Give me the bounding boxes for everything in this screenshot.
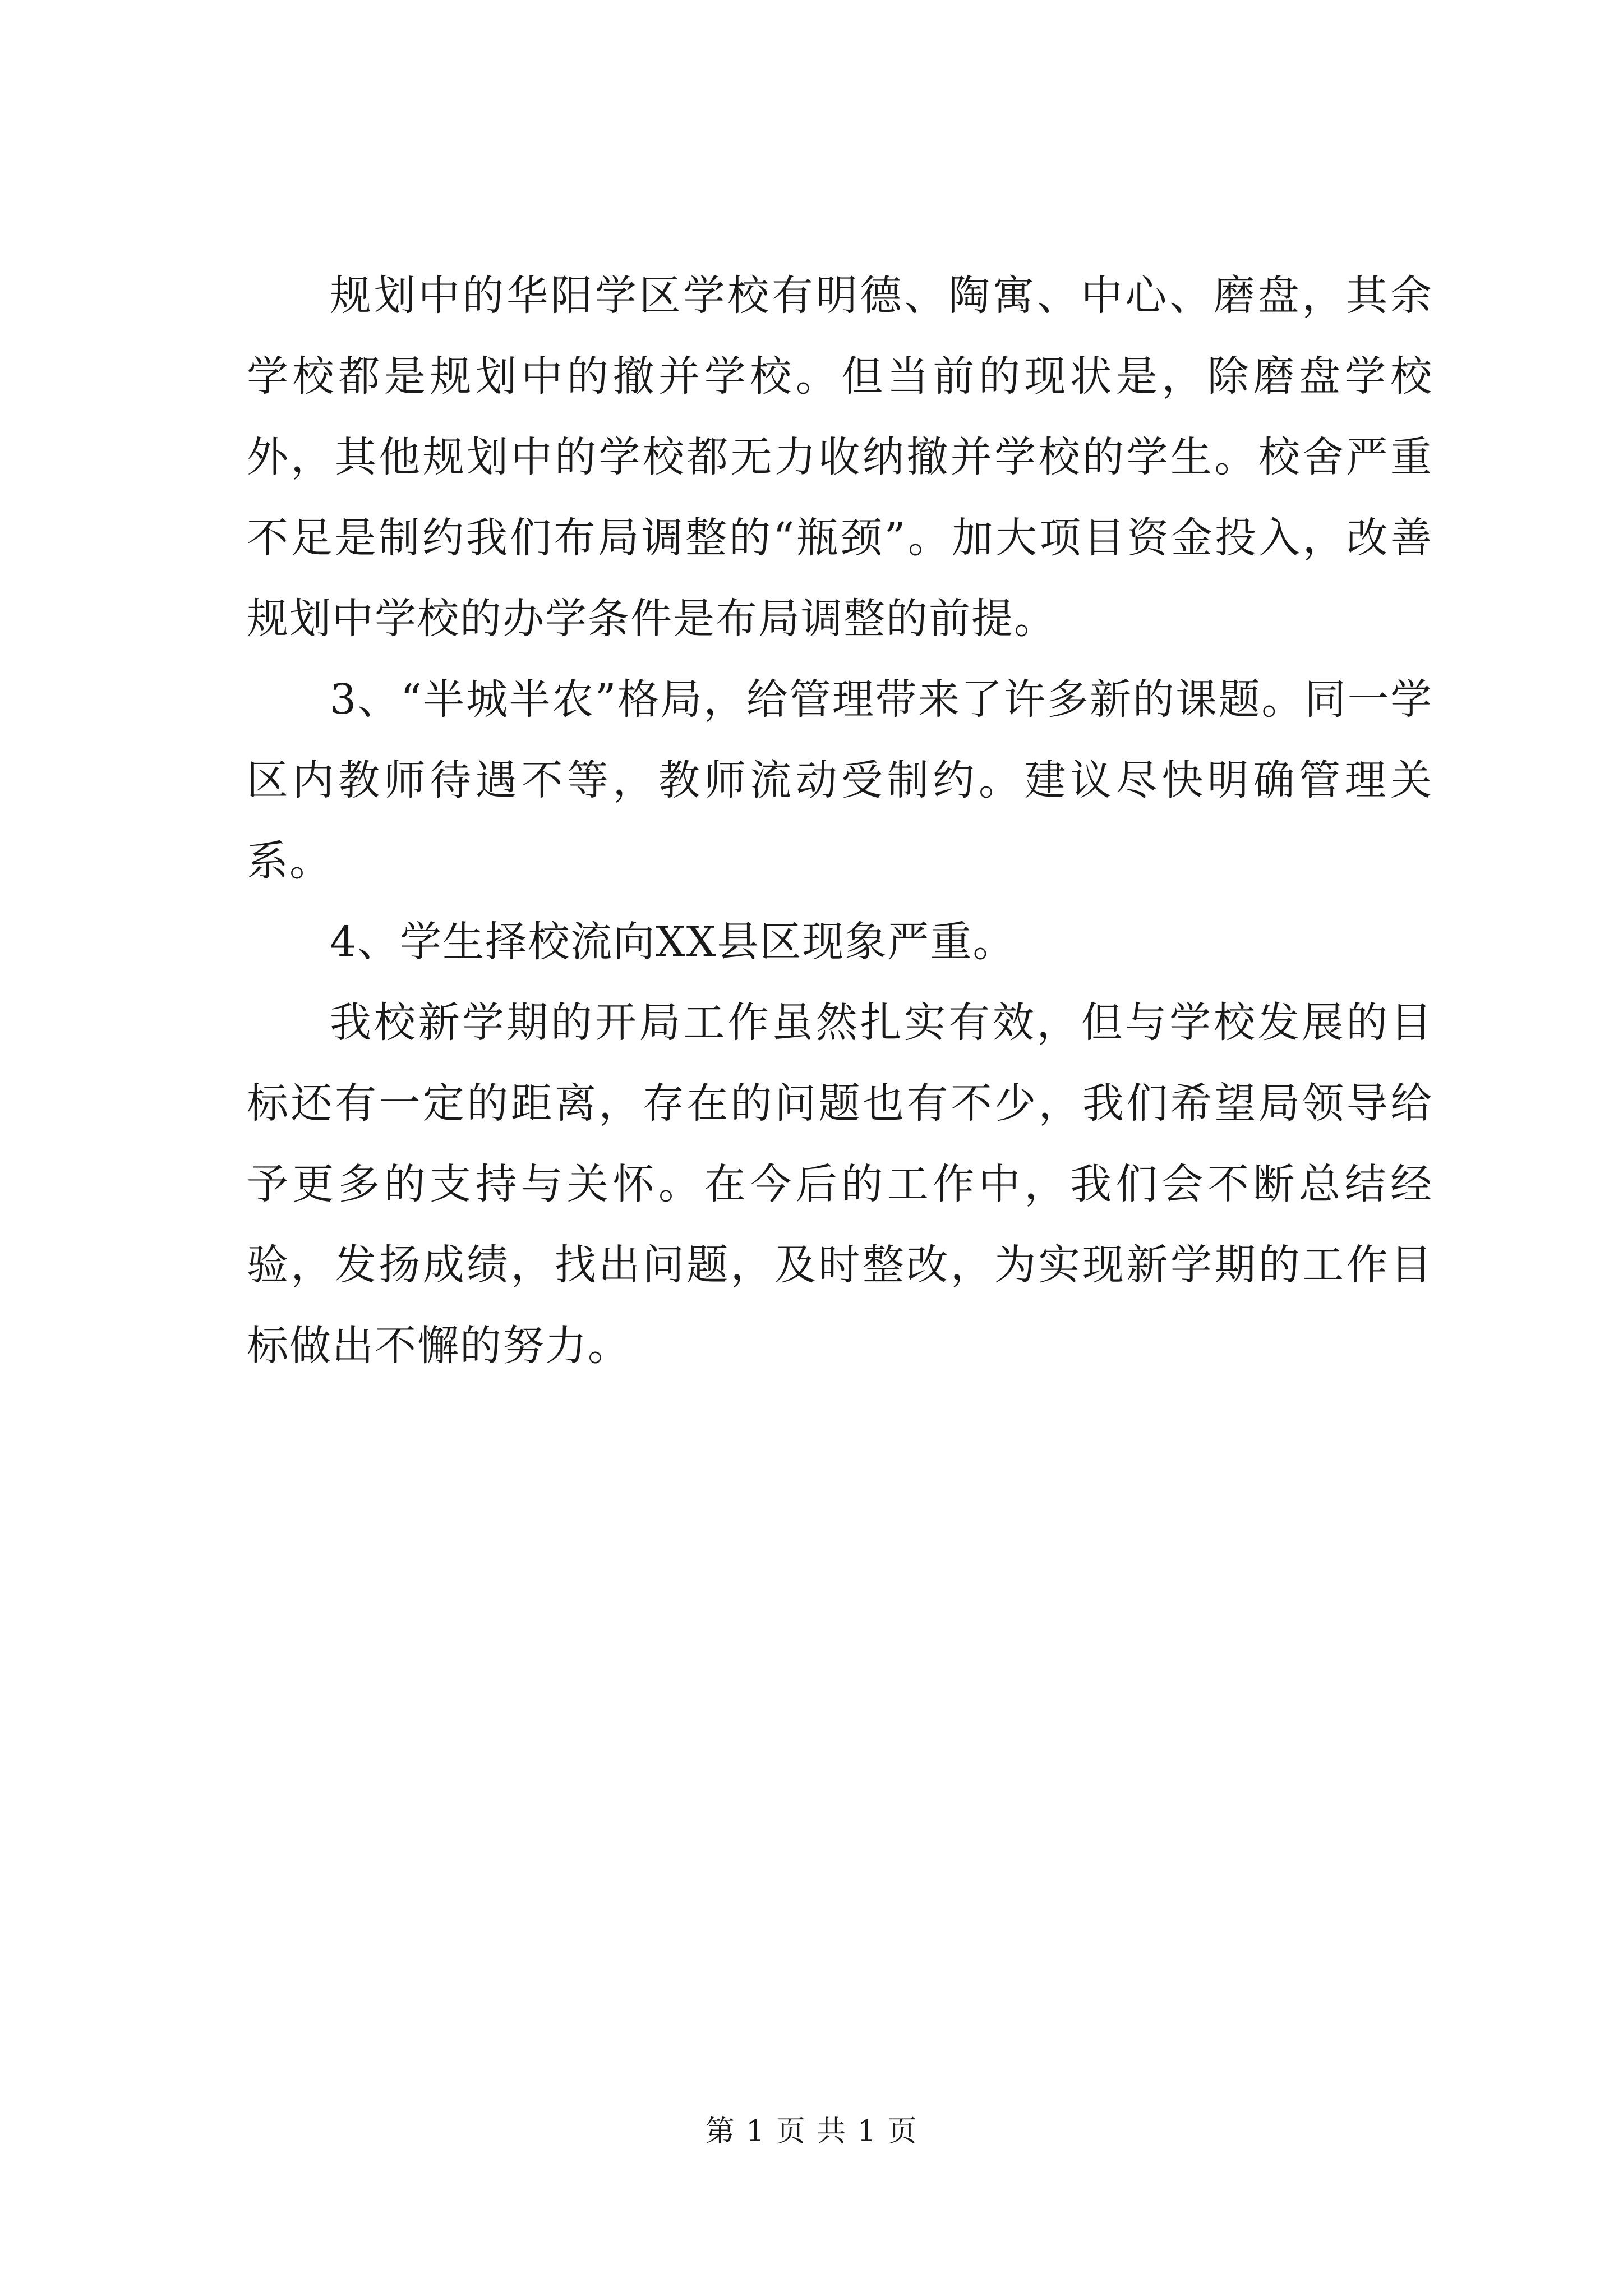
- page-footer: 第 1 页 共 1 页: [705, 2115, 918, 2148]
- document-body: [247, 255, 1433, 1386]
- paragraph-school-choice: 4、学生择校流向XX县区现象严重。: [330, 918, 1016, 966]
- paragraph-management-issue: 3、“半城半农”格局，给管理带来了许多新的课题。同一学区内教师待遇不等，教师流动受制约。建议尽快明确管理关系。: [247, 675, 1433, 885]
- paragraph-conclusion: 我校新学期的开局工作虽然扎实有效，但与学校发展的目标还有一定的距离，存在的问题也有不少，我们希望局领导给予更多的支持与关怀。在今后的工作中，我们会不断总结经验，发扬成绩，找出问题，及时整改，为实现新学期的工作目标做出不懈的努力。: [247, 999, 1433, 1370]
- paragraph-layout-planning: 规划中的华阳学区学校有明德、陶寓、中心、磨盘，其余学校都是规划中的撤并学校。但当前的现状是，除磨盘学校外，其他规划中的学校都无力收纳撤并学校的学生。校舍严重不足是制约我们布局调整的“瓶颈”。加大项目资金投入，改善规划中学校的办学条件是布局调整的前提。: [247, 272, 1433, 643]
